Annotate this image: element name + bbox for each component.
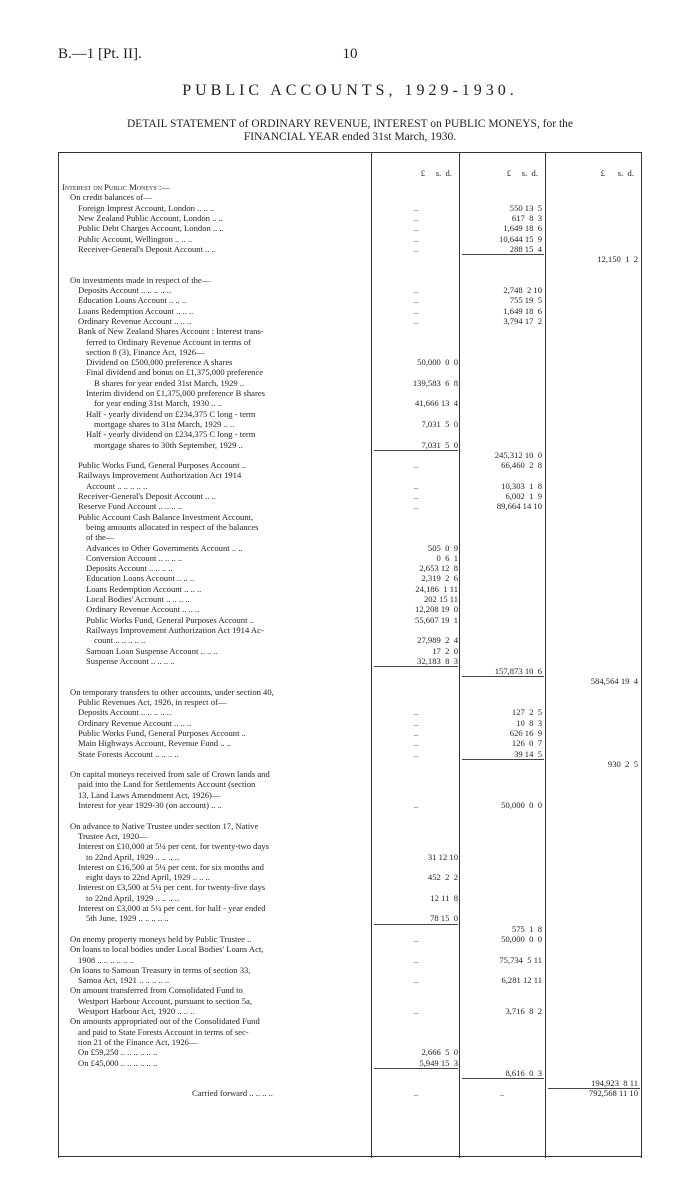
amount-c1: 452 2 2 bbox=[427, 872, 458, 883]
row-description: Interest on £3,000 at 5¼ per cent. for half - year ended bbox=[78, 903, 266, 913]
column-1-leader-dots: .. bbox=[413, 223, 419, 234]
statement-table bbox=[58, 152, 642, 1158]
row-description: Trustee Act, 1920— bbox=[78, 830, 148, 841]
amount-c3: 584,564 19 4 bbox=[590, 676, 638, 687]
row-description: Suspense Account .. .. .. .. bbox=[86, 655, 175, 666]
amount-c2: 89,664 14 10 bbox=[496, 501, 542, 512]
subtotal-rule bbox=[462, 254, 544, 255]
amount-c1: 31 12 10 bbox=[427, 851, 458, 862]
subtotal-rule bbox=[462, 759, 544, 760]
column-1-leader-dots: .. bbox=[413, 727, 419, 738]
column-1-leader-dots: .. bbox=[413, 748, 419, 759]
amount-c2: 10 8 3 bbox=[516, 717, 542, 728]
column-1-leader-dots: .. bbox=[413, 501, 419, 512]
row-description: 1908 .. .. .. .. .. .. bbox=[78, 954, 134, 965]
table-top-rule bbox=[58, 152, 642, 153]
row-description: Loans Redemption Account .. .. .. bbox=[78, 305, 194, 316]
row-description: Interest on £16,500 at 5¼ per cent. for six months and bbox=[78, 861, 264, 872]
amount-c2: 288 15 4 bbox=[509, 243, 542, 254]
column-1-leader-dots: .. bbox=[413, 315, 419, 326]
row-description: to 22nd April, 1929 .. .. .. .. bbox=[86, 851, 180, 862]
amount-c2: 10,644 15 9 bbox=[499, 233, 542, 244]
table-left-rule bbox=[58, 152, 59, 1158]
column-1-leader-dots: .. bbox=[413, 954, 419, 965]
amount-c1: 24,186 1 11 bbox=[415, 583, 458, 594]
amount-c2: 10,303 1 8 bbox=[501, 480, 542, 491]
column-1-leader-dots: .. bbox=[413, 460, 419, 471]
row-description: Half - yearly dividend on £234,375 C long - term bbox=[86, 429, 256, 440]
row-description: mortgage shares to 30th September, 1929 .. bbox=[94, 439, 243, 450]
amount-c2: 1,649 18 6 bbox=[503, 305, 542, 316]
amount-c2: 3,794 17 2 bbox=[503, 315, 542, 326]
row-description: Public Revenues Act, 1926, in respect of— bbox=[78, 697, 227, 707]
column-1-leader-dots: .. bbox=[413, 1006, 419, 1016]
column-2-leader-dots: .. bbox=[499, 1088, 505, 1099]
amount-c2: 2,748 2 10 bbox=[503, 285, 542, 295]
row-description: On loans to local bodies under Local Bodies' Loans Act, bbox=[70, 944, 264, 955]
row-description: Half - yearly dividend on £234,375 C long - term bbox=[86, 408, 256, 419]
amount-c2: 66,460 2 8 bbox=[501, 460, 542, 471]
row-description: Ordinary Revenue Account .. .. .. bbox=[78, 717, 192, 728]
row-description: to 22nd April, 1929 .. .. .. .. bbox=[86, 892, 180, 903]
document-subtitle bbox=[60, 118, 640, 144]
row-description: Public Works Fund, General Purposes Account .. bbox=[78, 460, 246, 471]
column-1-leader-dots: .. bbox=[413, 202, 419, 213]
amount-c1: 5,949 15 3 bbox=[419, 1057, 458, 1068]
row-description: On temporary transfers to other accounts, under section 40, bbox=[70, 686, 274, 697]
amount-c2: 755 19 5 bbox=[509, 295, 542, 306]
amount-c1: 7,031 5 0 bbox=[421, 418, 458, 429]
amount-c1: 78 15 0 bbox=[430, 913, 458, 924]
amount-c1: 139,583 6 8 bbox=[412, 377, 458, 388]
row-description: Deposits Account .. .. .. .. bbox=[86, 563, 173, 574]
amount-c2: 50,000 0 0 bbox=[501, 800, 542, 810]
row-description: B shares for year ended 31st March, 1929 .. bbox=[94, 377, 245, 388]
column-1-leader-dots: .. bbox=[413, 243, 419, 254]
row-description: Education Loans Account .. .. .. bbox=[78, 295, 187, 306]
amount-c2: 157,873 10 6 bbox=[494, 666, 542, 677]
subtotal-rule bbox=[462, 1078, 544, 1079]
row-description: Railways Improvement Authorization Act 1914 Ac- bbox=[86, 624, 264, 635]
row-description: Samoa Act, 1921 .. .. .. .. .. bbox=[78, 975, 170, 986]
amount-c2: 50,000 0 0 bbox=[501, 933, 542, 944]
row-description: for year ending 31st March, 1930 .. .. bbox=[94, 398, 222, 409]
amount-c2: 1,649 18 6 bbox=[503, 223, 542, 234]
amount-c1: 55,607 19 1 bbox=[415, 614, 458, 625]
table-bottom-rule bbox=[58, 1156, 642, 1157]
row-description: Final dividend and bonus on £1,375,000 preference bbox=[86, 367, 264, 378]
row-description: count .. .. .. .. .. bbox=[94, 635, 146, 646]
row-description: paid into the Land for Settlements Account (section bbox=[78, 779, 256, 790]
row-description: On capital moneys received from sale of Crown lands and bbox=[70, 769, 270, 780]
document-title: PUBLIC ACCOUNTS, 1929-1930. bbox=[182, 82, 518, 99]
amount-c2: 626 16 9 bbox=[509, 727, 542, 738]
row-description: Westport Harbour Account, pursuant to section 5a, bbox=[78, 995, 253, 1006]
subtotal-rule bbox=[462, 676, 544, 677]
column-1-leader-dots: .. bbox=[413, 212, 419, 223]
column-1-leader-dots: .. bbox=[413, 305, 419, 316]
row-description: Interim dividend on £1,375,000 preference B shares bbox=[86, 388, 265, 398]
row-description: New Zealand Public Account, London .. .. bbox=[78, 212, 223, 223]
subtotal-rule bbox=[374, 924, 458, 925]
amount-c1: 17 2 0 bbox=[432, 645, 458, 656]
row-description: On £45,000 .. .. .. .. .. .. bbox=[78, 1057, 158, 1068]
amount-c1: 12,208 19 0 bbox=[415, 604, 458, 615]
amount-c1: 50,000 0 0 bbox=[417, 357, 458, 368]
subtotal-rule bbox=[374, 1068, 458, 1069]
amount-c1: 2,319 2 6 bbox=[421, 573, 458, 584]
table-right-rule bbox=[641, 152, 642, 1158]
row-description: section 8 (3), Finance Act, 1926— bbox=[86, 346, 205, 357]
row-description: Interest on £10,000 at 5¼ per cent. for twenty-two days bbox=[78, 841, 269, 852]
subtotal-rule bbox=[374, 666, 458, 667]
amount-c1: 2,666 5 0 bbox=[421, 1047, 458, 1058]
amount-c3: 930 2 5 bbox=[607, 758, 638, 769]
amount-c2: 6,002 1 9 bbox=[505, 491, 542, 501]
row-description: Public Works Fund, General Purposes Account .. bbox=[86, 614, 254, 625]
amount-c1: 32,183 8 3 bbox=[417, 655, 458, 666]
row-description: Education Loans Account .. .. .. bbox=[86, 573, 195, 584]
page-header bbox=[58, 46, 642, 70]
amount-c3: 12,150 1 2 bbox=[597, 254, 638, 265]
row-description: Dividend on £500,000 preference A shares bbox=[86, 357, 233, 368]
column-rule-2 bbox=[459, 152, 460, 1158]
row-description: Receiver-General's Deposit Account .. .. bbox=[78, 491, 216, 501]
column-1-leader-dots: .. bbox=[413, 707, 419, 718]
row-description: On amounts appropriated out of the Consolidated Fund bbox=[70, 1016, 260, 1027]
amount-c2: 617 8 3 bbox=[511, 212, 542, 223]
row-description: State Forests Account .. .. .. .. bbox=[78, 748, 179, 759]
row-description: Public Debt Charges Account, London .. .. bbox=[78, 223, 224, 234]
row-description: Public Account Cash Balance Investment Account, bbox=[78, 511, 254, 522]
row-description: Railways Improvement Authorization Act 1914 bbox=[78, 470, 242, 481]
amount-c1: 41,666 13 4 bbox=[415, 398, 458, 409]
row-description: mortgage shares to 31st March, 1929 .. .. bbox=[94, 418, 235, 429]
row-description: On loans to Samoan Treasury in terms of section 33, bbox=[70, 964, 251, 975]
amount-c2: 75,734 5 11 bbox=[499, 954, 542, 965]
row-description: tion 21 of the Finance Act, 1926— bbox=[78, 1036, 198, 1047]
amount-c1: 27,989 2 4 bbox=[417, 635, 458, 646]
row-description: Carried forward .. .. .. .. bbox=[192, 1088, 273, 1099]
row-description: Ordinary Revenue Account .. .. .. bbox=[78, 315, 192, 326]
amount-c3: 194,923 8 11 bbox=[591, 1078, 638, 1089]
row-description: and paid to State Forests Account in terms of sec- bbox=[78, 1026, 249, 1037]
row-description: Westport Harbour Act, 1920 .. .. .. bbox=[78, 1006, 195, 1016]
subtotal-rule bbox=[374, 450, 458, 451]
amount-c2: 550 13 5 bbox=[509, 202, 542, 213]
row-description: On credit balances of— bbox=[70, 192, 152, 203]
row-description: On advance to Native Trustee under section 17, Native bbox=[70, 820, 259, 831]
row-description: Public Works Fund, General Purposes Account .. bbox=[78, 727, 246, 738]
row-description: Ordinary Revenue Account .. .. .. bbox=[86, 604, 200, 615]
row-description: On amount transferred from Consolidated Fund to bbox=[70, 985, 243, 996]
column-1-leader-dots: .. bbox=[413, 800, 419, 810]
column-1-leader-dots: .. bbox=[413, 975, 419, 986]
row-description: On £59,250 .. .. .. .. .. .. bbox=[78, 1047, 158, 1058]
amount-c1: 12 11 8 bbox=[430, 892, 458, 903]
column-1-leader-dots: .. bbox=[413, 717, 419, 728]
row-description: Interest for year 1929-30 (on account) .. .. bbox=[78, 800, 222, 810]
amount-c1: 202 15 11 bbox=[423, 594, 458, 604]
row-description: Foreign Imprest Account, London .. .. .. bbox=[78, 202, 215, 213]
row-description: Conversion Account .. .. .. .. bbox=[86, 552, 183, 563]
amount-c3: 792,568 11 10 bbox=[588, 1088, 638, 1099]
row-description: eight days to 22nd April, 1929 .. .. .. bbox=[86, 872, 210, 883]
row-description: Main Highways Account, Revenue Fund .. .. bbox=[78, 738, 231, 749]
amount-c1: 7,031 5 0 bbox=[421, 439, 458, 450]
column-rule-3 bbox=[545, 152, 546, 1158]
row-description: Interest on Public Moneys :— bbox=[62, 182, 170, 192]
amount-c1: 2,653 12 8 bbox=[419, 563, 458, 574]
row-description: On enemy property moneys held by Public Trustee .. bbox=[70, 933, 252, 944]
column-1-leader-dots: .. bbox=[413, 933, 419, 944]
amount-c2: 8,616 0 3 bbox=[505, 1067, 542, 1078]
row-description: Deposits Account .. .. .. .. .. bbox=[78, 285, 172, 295]
row-description: Reserve Fund Account .. .. .. .. bbox=[78, 501, 183, 512]
amount-c1: 0 6 1 bbox=[436, 552, 458, 563]
column-1-leader-dots: .. bbox=[413, 738, 419, 749]
row-description: Advances to Other Governments Account .. .. bbox=[86, 542, 243, 553]
row-description: Deposits Account .. .. .. .. .. bbox=[78, 707, 172, 718]
row-description: Public Account, Wellington .. .. .. bbox=[78, 233, 193, 244]
column-1-leader-dots: .. bbox=[413, 480, 419, 491]
row-description: 5th June, 1929 .. .. .. .. .. bbox=[86, 913, 169, 924]
amount-c2: 126 0 7 bbox=[511, 738, 542, 749]
row-description: Interest on £3,500 at 5¼ per cent. for twenty-five days bbox=[78, 882, 266, 893]
row-description: 13, Land Laws Amendment Act, 1926)— bbox=[78, 789, 221, 800]
page-number: 10 bbox=[342, 46, 358, 62]
amount-c1: 505 0 9 bbox=[427, 542, 458, 553]
row-description: Bank of New Zealand Shares Account : Interest trans- bbox=[78, 326, 264, 337]
row-description: of the— bbox=[86, 532, 115, 543]
amount-c2: 39 14 5 bbox=[514, 748, 542, 759]
amount-c2: 575 1 8 bbox=[511, 923, 542, 934]
column-1-leader-dots: .. bbox=[413, 1088, 419, 1099]
column-header-1: £ s. d. bbox=[420, 168, 452, 178]
document-reference: B.—1 [Pt. II]. bbox=[58, 46, 142, 62]
column-header-2: £ s. d. bbox=[506, 168, 538, 178]
subtitle-line-2: FINANCIAL YEAR ended 31st March, 1930. bbox=[243, 131, 457, 143]
row-description: being amounts allocated in respect of the balances bbox=[86, 521, 259, 532]
row-description: ferred to Ordinary Revenue Account in terms of bbox=[86, 336, 251, 347]
column-1-leader-dots: .. bbox=[413, 295, 419, 306]
amount-c2: 6,281 12 11 bbox=[501, 975, 542, 986]
row-description: On investments made in respect of the— bbox=[70, 274, 211, 285]
amount-c2: 3,716 8 2 bbox=[505, 1006, 542, 1016]
row-description: Samoan Loan Suspense Account .. .. .. bbox=[86, 645, 218, 656]
amount-c2: 127 2 5 bbox=[511, 707, 542, 718]
row-description: Account .. .. .. .. .. bbox=[86, 480, 148, 491]
subtitle-line-1: DETAIL STATEMENT of ORDINARY REVENUE, INTEREST on PUBLIC MONEYS, for the bbox=[127, 118, 573, 130]
column-1-leader-dots: .. bbox=[413, 491, 419, 501]
amount-c2: 245,312 10 0 bbox=[494, 449, 542, 460]
column-1-leader-dots: .. bbox=[413, 285, 419, 295]
row-description: Receiver-General's Deposit Account .. .. bbox=[78, 243, 216, 254]
column-1-leader-dots: .. bbox=[413, 233, 419, 244]
row-description: Local Bodies' Account .. .. .. .. bbox=[86, 594, 190, 604]
column-header-3: £ s. d. bbox=[600, 168, 634, 178]
row-description: Loans Redemption Account .. .. .. bbox=[86, 583, 202, 594]
